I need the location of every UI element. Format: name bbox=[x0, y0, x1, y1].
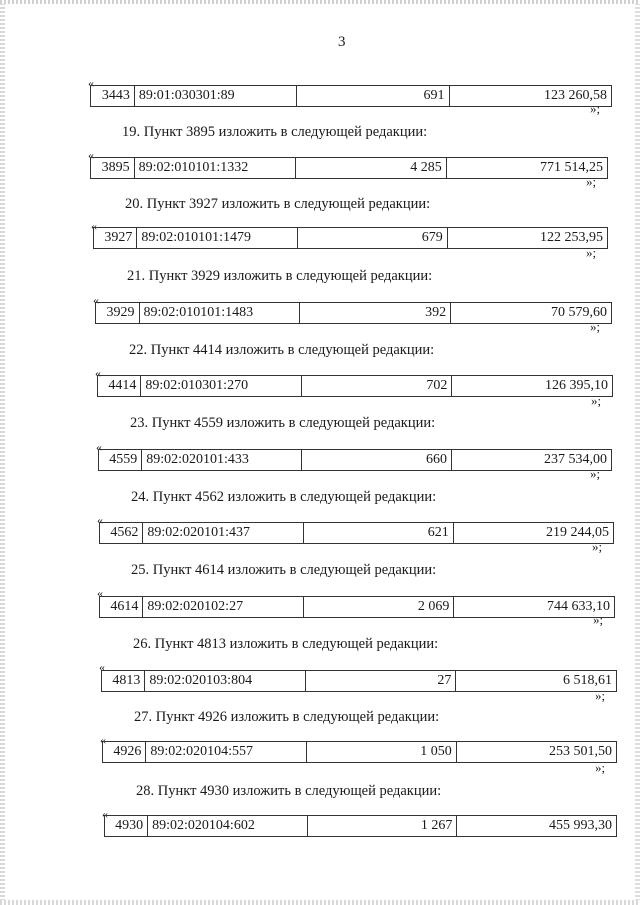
opening-quote: « bbox=[97, 513, 103, 527]
cadastral-number-cell: 89:02:020103:804 bbox=[145, 671, 306, 692]
cost-cell: 253 501,50 bbox=[456, 742, 616, 763]
item-number-cell: 3895 bbox=[91, 158, 135, 179]
cadastral-number-cell: 89:02:020101:433 bbox=[142, 450, 302, 471]
area-cell: 621 bbox=[303, 523, 453, 544]
closing-quote: »; bbox=[590, 466, 601, 481]
opening-quote: « bbox=[96, 440, 102, 454]
amendment-table-row bbox=[95, 302, 612, 324]
amendment-table-row bbox=[97, 375, 613, 397]
paragraph-heading: 22. Пункт 4414 изложить в следующей редакции: bbox=[129, 342, 435, 358]
amendment-table-row bbox=[104, 815, 617, 837]
closing-quote: »; bbox=[592, 539, 603, 554]
cadastral-number-cell: 89:02:020104:602 bbox=[148, 816, 308, 837]
area-cell: 1 050 bbox=[306, 742, 456, 763]
amendment-table-row bbox=[99, 522, 614, 544]
area-cell: 660 bbox=[302, 450, 452, 471]
area-cell: 702 bbox=[301, 376, 451, 397]
item-number-cell: 3443 bbox=[91, 86, 135, 107]
opening-quote: « bbox=[88, 76, 94, 90]
closing-quote: »; bbox=[595, 688, 606, 703]
opening-quote: « bbox=[93, 293, 99, 307]
closing-quote: »; bbox=[590, 319, 601, 334]
amendment-table-row bbox=[90, 157, 608, 179]
paragraph-heading: 20. Пункт 3927 изложить в следующей редакции: bbox=[125, 196, 431, 212]
paragraph-heading: 19. Пункт 3895 изложить в следующей редакции: bbox=[122, 124, 428, 140]
amendment-table-row bbox=[101, 670, 617, 692]
opening-quote: « bbox=[91, 219, 97, 233]
paragraph-heading: 24. Пункт 4562 изложить в следующей редакции: bbox=[131, 489, 437, 505]
cadastral-number-cell: 89:02:010101:1479 bbox=[137, 228, 297, 249]
opening-quote: « bbox=[95, 366, 101, 380]
closing-quote: »; bbox=[586, 174, 597, 189]
item-number-cell: 3927 bbox=[94, 228, 137, 249]
item-number-cell: 4930 bbox=[105, 816, 148, 837]
opening-quote: « bbox=[97, 586, 103, 600]
paragraph-heading: 21. Пункт 3929 изложить в следующей редакции: bbox=[127, 268, 433, 284]
area-cell: 691 bbox=[297, 86, 449, 107]
amendment-table-row bbox=[99, 596, 615, 618]
cadastral-number-cell: 89:02:020104:557 bbox=[146, 742, 306, 763]
opening-quote: « bbox=[88, 148, 94, 162]
area-cell: 2 069 bbox=[303, 597, 453, 618]
cadastral-number-cell: 89:02:010101:1332 bbox=[134, 158, 295, 179]
cost-cell: 6 518,61 bbox=[456, 671, 617, 692]
closing-quote: »; bbox=[591, 393, 602, 408]
paragraph-heading: 28. Пункт 4930 изложить в следующей редакции: bbox=[136, 783, 442, 799]
area-cell: 392 bbox=[300, 303, 451, 324]
amendment-table-row bbox=[102, 741, 617, 763]
closing-quote: »; bbox=[590, 101, 601, 116]
cost-cell: 123 260,58 bbox=[449, 86, 611, 107]
page-number: 3 bbox=[338, 34, 346, 50]
cost-cell: 70 579,60 bbox=[451, 303, 612, 324]
closing-quote: »; bbox=[595, 760, 606, 775]
paragraph-heading: 25. Пункт 4614 изложить в следующей редакции: bbox=[131, 562, 437, 578]
opening-quote: « bbox=[100, 733, 106, 747]
amendment-table-row bbox=[90, 85, 612, 107]
paragraph-heading: 26. Пункт 4813 изложить в следующей редакции: bbox=[133, 636, 439, 652]
amendment-table-row bbox=[98, 449, 612, 471]
cadastral-number-cell: 89:02:020101:437 bbox=[143, 523, 303, 544]
item-number-cell: 4414 bbox=[98, 376, 141, 397]
item-number-cell: 4614 bbox=[100, 597, 143, 618]
cost-cell: 771 514,25 bbox=[446, 158, 607, 179]
paragraph-heading: 23. Пункт 4559 изложить в следующей редакции: bbox=[130, 415, 436, 431]
scan-edge-bottom bbox=[0, 900, 640, 905]
cost-cell: 122 253,95 bbox=[447, 228, 607, 249]
item-number-cell: 4562 bbox=[100, 523, 143, 544]
scan-edge-left bbox=[0, 0, 5, 905]
opening-quote: « bbox=[99, 660, 105, 674]
closing-quote: »; bbox=[593, 612, 604, 627]
cost-cell: 237 534,00 bbox=[452, 450, 612, 471]
item-number-cell: 3929 bbox=[96, 303, 140, 324]
opening-quote: « bbox=[102, 807, 108, 821]
area-cell: 4 285 bbox=[295, 158, 446, 179]
cost-cell: 455 993,30 bbox=[457, 816, 617, 837]
item-number-cell: 4813 bbox=[102, 671, 145, 692]
cadastral-number-cell: 89:02:020102:27 bbox=[143, 597, 304, 618]
item-number-cell: 4926 bbox=[103, 742, 146, 763]
cadastral-number-cell: 89:02:010301:270 bbox=[141, 376, 302, 397]
cost-cell: 219 244,05 bbox=[453, 523, 613, 544]
area-cell: 1 267 bbox=[307, 816, 457, 837]
cadastral-number-cell: 89:01:030301:89 bbox=[134, 86, 296, 107]
amendment-table-row bbox=[93, 227, 608, 249]
cost-cell: 126 395,10 bbox=[452, 376, 613, 397]
cost-cell: 744 633,10 bbox=[454, 597, 615, 618]
area-cell: 679 bbox=[297, 228, 447, 249]
area-cell: 27 bbox=[305, 671, 455, 692]
cadastral-number-cell: 89:02:010101:1483 bbox=[139, 303, 300, 324]
closing-quote: »; bbox=[586, 245, 597, 260]
scan-edge-top bbox=[0, 0, 640, 4]
paragraph-heading: 27. Пункт 4926 изложить в следующей редакции: bbox=[134, 709, 440, 725]
scan-edge-right bbox=[635, 0, 640, 905]
item-number-cell: 4559 bbox=[99, 450, 142, 471]
